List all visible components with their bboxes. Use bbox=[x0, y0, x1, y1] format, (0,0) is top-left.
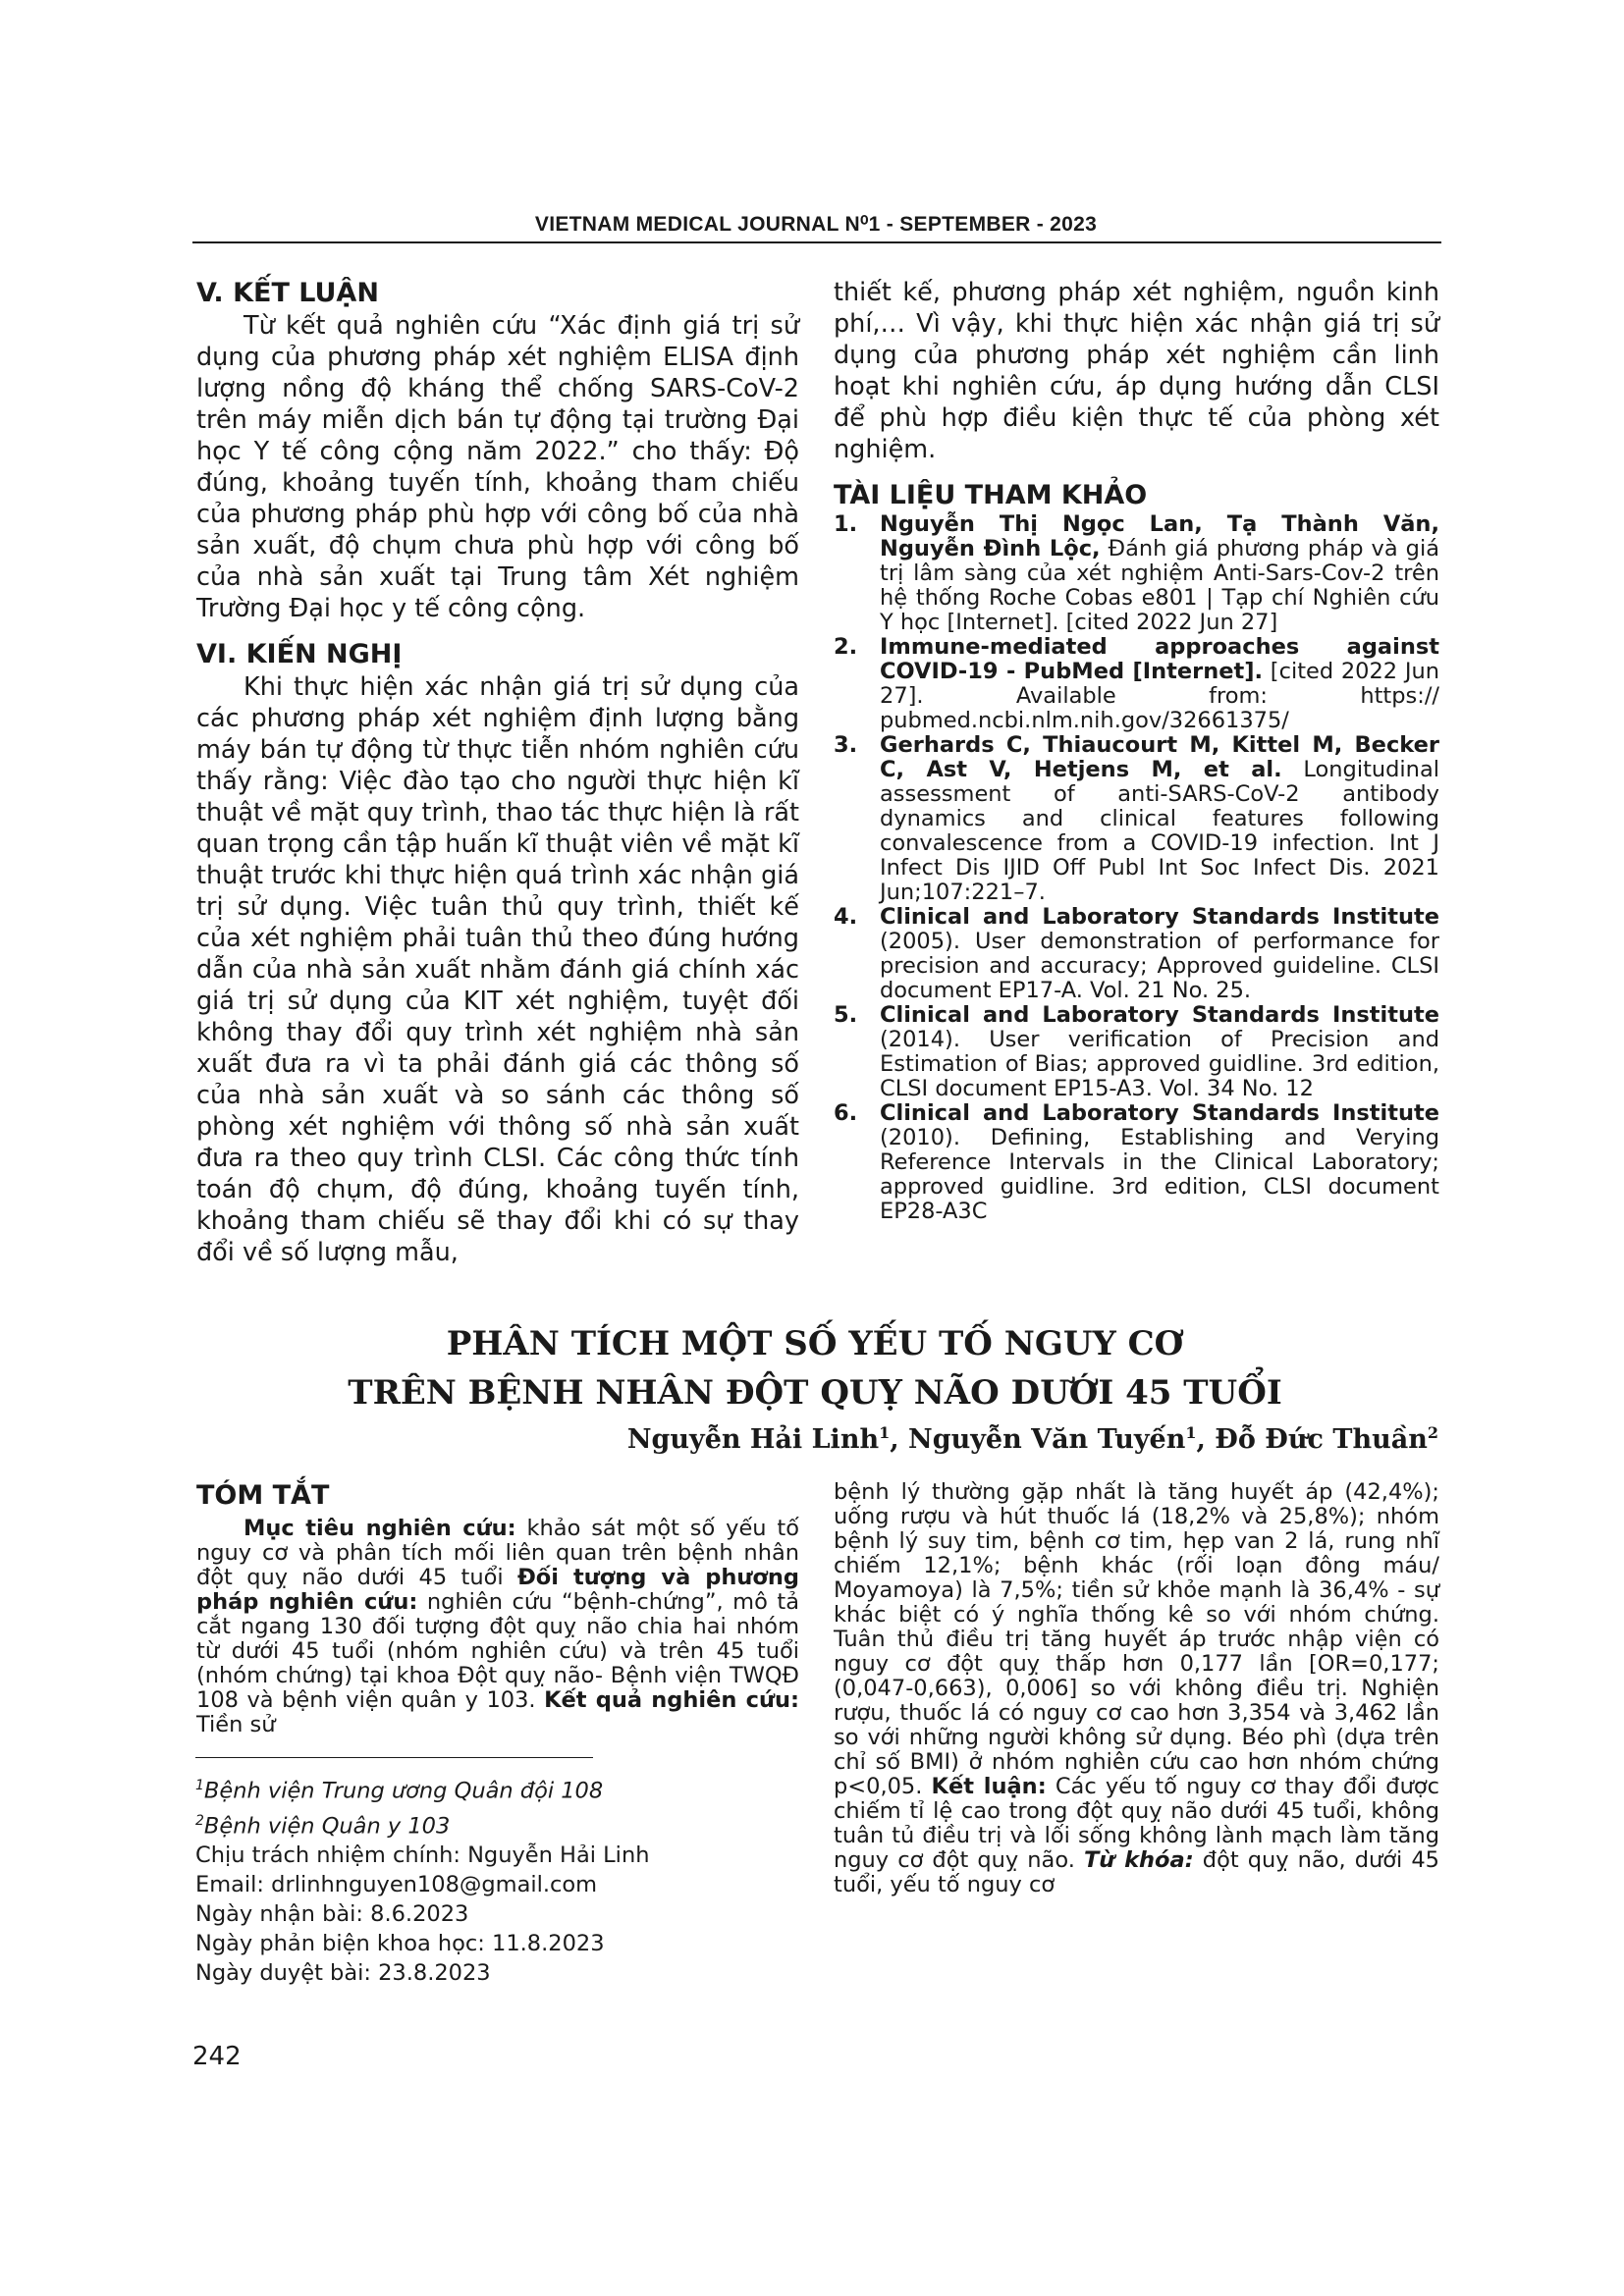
abstract-label: Kết quả nghiên cứu: bbox=[544, 1687, 799, 1713]
footnote-sup: 1 bbox=[195, 1778, 204, 1793]
abstract-label: Mục tiêu nghiên cứu: bbox=[244, 1516, 516, 1541]
recommendation-text: Khi thực hiện xác nhận giá trị sử dụng của các phương pháp xét nghiệm định lượng bằng máy bán tự động từ thực tiễn nhóm nghiên cứu thấy rằng: Việc đào tạo cho người thực hiện kĩ thuật về mặt quy trình, thao tác thực hiện là rất quan trọng cần tập huấn kĩ thuật viên về mặt kĩ thuật trước khi thực hiện quá trình xác nhận giá trị sử dụng. Việc tuân thủ quy trình, thiết kế của xét nghiệm phải tuân thủ theo đúng hướng dẫn của nhà sản xuất nhằm đánh giá chính xác giá trị sử dụng của KIT xét nghiệm, tuyệt đối không thay đổi quy trình xét nghiệm nhà sản xuất đưa ra vì ta phải đánh giá các thông số của nhà sản xuất và so sánh các thông số phòng xét nghiệm với thông số nhà sản xuất đưa ra theo quy trình CLSI. Các công thức tính toán độ chụm, độ đúng, khoảng tuyến tính, khoảng tham chiếu sẽ thay đổi khi có sự thay đổi về số lượng mẫu, bbox=[196, 672, 799, 1267]
author-affiliation: 2 bbox=[1427, 1423, 1438, 1442]
reference-number: 6. bbox=[834, 1100, 858, 1126]
reference-text: Longitudinal assessment of anti-SARS-CoV-2 antibody dynamics and clinical features following convalescence from a COVID-19 infection. Int J Infect Dis IJID Off Publ Int Soc Infect Dis. 2021 Jun;107:221–7. bbox=[880, 757, 1439, 905]
abstract-text: Các yếu tố nguy cơ thay đổi được chiếm tỉ lệ cao trong đột quỵ não dưới 45 tuổi, không tuân tủ điều trị và lối sống không lành mạch làm tăng nguy cơ đột quỵ não. bbox=[834, 1774, 1439, 1873]
journal-header: VIETNAM MEDICAL JOURNAL N⁰1 - SEPTEMBER - 2023 bbox=[534, 213, 1098, 236]
footnote-email: Email: drlinhnguyen108@gmail.com bbox=[195, 1872, 598, 1897]
author-affiliation: 1 bbox=[1185, 1423, 1197, 1442]
recommendation-continued: thiết kế, phương pháp xét nghiệm, nguồn kinh phí,… Vì vậy, khi thực hiện xác nhận giá trị sử dụng của phương pháp xét nghiệm cần linh hoạt khi nghiên cứu, áp dụng hướng dẫn CLSI để phù hợp điều kiện thực tế của phòng xét nghiệm. bbox=[834, 278, 1439, 464]
article-title bbox=[177, 1319, 1453, 1417]
footnotes bbox=[195, 1771, 804, 1988]
reference-authors: Clinical and Laboratory Standards Institute bbox=[880, 1002, 1439, 1028]
footnote-text: Bệnh viện Quân y 103 bbox=[203, 1813, 451, 1839]
reference-item bbox=[834, 905, 1439, 1003]
reference-text: (2014). User verification of Precision and Estimation of Bias; approved guidline. 3rd edition, CLSI document EP15-A3. Vol. 34 No. 12 bbox=[880, 1027, 1439, 1101]
reference-number: 1. bbox=[834, 511, 858, 537]
footnote-reviewed: Ngày phản biện khoa học: 11.8.2023 bbox=[195, 1931, 605, 1956]
page-number: 242 bbox=[192, 2042, 242, 2071]
abstract-text-left bbox=[196, 1517, 799, 1737]
article-authors bbox=[627, 1423, 1438, 1455]
abstract-text: nghiên cứu “bệnh-chứng”, mô tả cắt ngang 130 đối tượng đột quỵ não chia hai nhóm từ dưới 45 tuổi (nhóm nghiên cứu) và trên 45 tuổi (nhóm chứng) tại khoa Đột quỵ não- Bệnh viện TWQĐ 108 và bệnh viện quân y 103. bbox=[196, 1589, 799, 1713]
author-affiliation: 1 bbox=[879, 1423, 891, 1442]
author-separator: , bbox=[890, 1424, 909, 1455]
references-list bbox=[834, 512, 1439, 1224]
references-heading: TÀI LIỆU THAM KHẢO bbox=[834, 480, 1148, 510]
abstract-label: Đối tượng và phương pháp nghiên cứu: bbox=[196, 1565, 800, 1615]
header-rule bbox=[192, 241, 1441, 243]
reference-number: 3. bbox=[834, 732, 858, 758]
conclusion-section bbox=[196, 277, 799, 1268]
author-name: Nguyễn Văn Tuyến bbox=[908, 1424, 1186, 1455]
reference-text: (2005). User demonstration of performance for precision and accuracy; Approved guideline. CLSI document EP17-A. Vol. 21 No. 25. bbox=[880, 929, 1439, 1003]
reference-item bbox=[834, 635, 1439, 733]
reference-number: 4. bbox=[834, 904, 858, 930]
right-column-upper bbox=[834, 277, 1439, 1224]
abstract-label: Kết luận: bbox=[931, 1774, 1047, 1799]
footnote-affiliation bbox=[195, 1771, 804, 1806]
reference-authors: Immune-mediated approaches against COVID-19 - PubMed [Internet]. bbox=[880, 634, 1439, 684]
article-title-line1: PHÂN TÍCH MỘT SỐ YẾU TỐ NGUY CƠ bbox=[446, 1324, 1184, 1363]
reference-item bbox=[834, 1101, 1439, 1224]
conclusion-heading: V. KẾT LUẬN bbox=[196, 278, 379, 308]
abstract-right bbox=[834, 1480, 1439, 1897]
author-separator: , bbox=[1196, 1424, 1216, 1455]
reference-authors: Clinical and Laboratory Standards Institute bbox=[880, 904, 1439, 930]
reference-item bbox=[834, 512, 1439, 635]
reference-authors: Clinical and Laboratory Standards Institute bbox=[880, 1100, 1439, 1126]
footnote-received: Ngày nhận bài: 8.6.2023 bbox=[195, 1901, 469, 1927]
reference-number: 5. bbox=[834, 1002, 858, 1028]
footnote-responsible: Chịu trách nhiệm chính: Nguyễn Hải Linh bbox=[195, 1842, 650, 1868]
footnote-text: Bệnh viện Trung ương Quân đội 108 bbox=[203, 1778, 604, 1804]
reference-text: Đánh giá phương pháp và giá trị lâm sàng của xét nghiệm Anti-Sars-Cov-2 trên hệ thống Roche Cobas e801 | Tạp chí Nghiên cứu Y học [Internet]. [cited 2022 Jun 27] bbox=[880, 536, 1439, 635]
footnote-affiliation bbox=[195, 1806, 804, 1842]
recommendation-heading: VI. KIẾN NGHỊ bbox=[196, 639, 403, 669]
reference-number: 2. bbox=[834, 634, 858, 660]
reference-item bbox=[834, 733, 1439, 905]
author-name: Đỗ Đức Thuần bbox=[1215, 1424, 1428, 1455]
abstract-heading: TÓM TẮT bbox=[196, 1480, 330, 1511]
footnote-approved: Ngày duyệt bài: 23.8.2023 bbox=[195, 1960, 491, 1986]
article-title-line2: TRÊN BỆNH NHÂN ĐỘT QUỴ NÃO DƯỚI 45 TUỔI bbox=[348, 1373, 1282, 1413]
author-name: Nguyễn Hải Linh bbox=[626, 1424, 880, 1455]
conclusion-text: Từ kết quả nghiên cứu “Xác định giá trị sử dụng của phương pháp xét nghiệm ELISA định lượng nồng độ kháng thể chống SARS-CoV-2 trên máy miễn dịch bán tự động tại trường Đại học Y tế công cộng năm 2022.” cho thấy: Độ đúng, khoảng tuyến tính, khoảng tham chiếu của phương pháp phù hợp với công bố của nhà sản xuất, độ chụm chưa phù hợp với công bố của nhà sản xuất tại Trung tâm Xét nghiệm Trường Đại học y tế công cộng. bbox=[196, 311, 799, 623]
reference-item bbox=[834, 1003, 1439, 1101]
reference-text: [cited 2022 Jun 27]. Available from: https:// pubmed.ncbi.nlm.nih.gov/32661375/ bbox=[880, 659, 1439, 733]
abstract-text: bệnh lý thường gặp nhất là tăng huyết áp (42,4%); uống rượu và hút thuốc lá (18,2% và 25,8%); nhóm bệnh lý suy tim, bệnh cơ tim, hẹp van 2 lá, rung nhĩ chiếm 12,1%; bệnh khác (rối loạn đông máu/ Moyamoya) là 7,5%; tiền sử khỏe mạnh là 36,4% - sự khác biệt có ý nghĩa thống kê so với nhóm chứng. Tuân thủ điều trị tăng huyết áp trước nhập viện có nguy cơ đột quỵ thấp hơn 0,177 lần [OR=0,177; (0,047-0,663), 0,006] so với không điều trị. Nghiện rượu, thuốc lá có nguy cơ cao hơn 3,354 và 3,462 lần so với những người không sử dụng. Béo phì (dựa trên chỉ số BMI) ở nhóm nghiên cứu cao hơn nhóm chứng p<0,05. bbox=[834, 1479, 1439, 1799]
abstract-label: Từ khóa: bbox=[1083, 1847, 1194, 1873]
reference-authors: Gerhards C, Thiaucourt M, Kittel M, Becker C, Ast V, Hetjens M, et al. bbox=[880, 732, 1439, 782]
abstract-left bbox=[196, 1479, 799, 1737]
abstract-text-right bbox=[834, 1480, 1439, 1897]
reference-authors: Nguyễn Thị Ngọc Lan, Tạ Thành Văn, Nguyễn Đình Lộc, bbox=[880, 511, 1439, 561]
abstract-text: Tiền sử bbox=[196, 1712, 276, 1737]
abstract-text: khảo sát một số yếu tố nguy cơ và phân tích mối liên quan trên bệnh nhân đột quỵ não dưới 45 tuổi bbox=[196, 1516, 800, 1590]
abstract-text: đột quỵ não, dưới 45 tuổi, yếu tố nguy cơ bbox=[834, 1847, 1439, 1897]
footnote-sup: 2 bbox=[195, 1812, 204, 1829]
footnote-rule bbox=[195, 1757, 593, 1758]
reference-text: (2010). Defining, Establishing and Verying Reference Intervals in the Clinical Laboratory; approved guidline. 3rd edition, CLSI document EP28-A3C bbox=[880, 1125, 1439, 1224]
